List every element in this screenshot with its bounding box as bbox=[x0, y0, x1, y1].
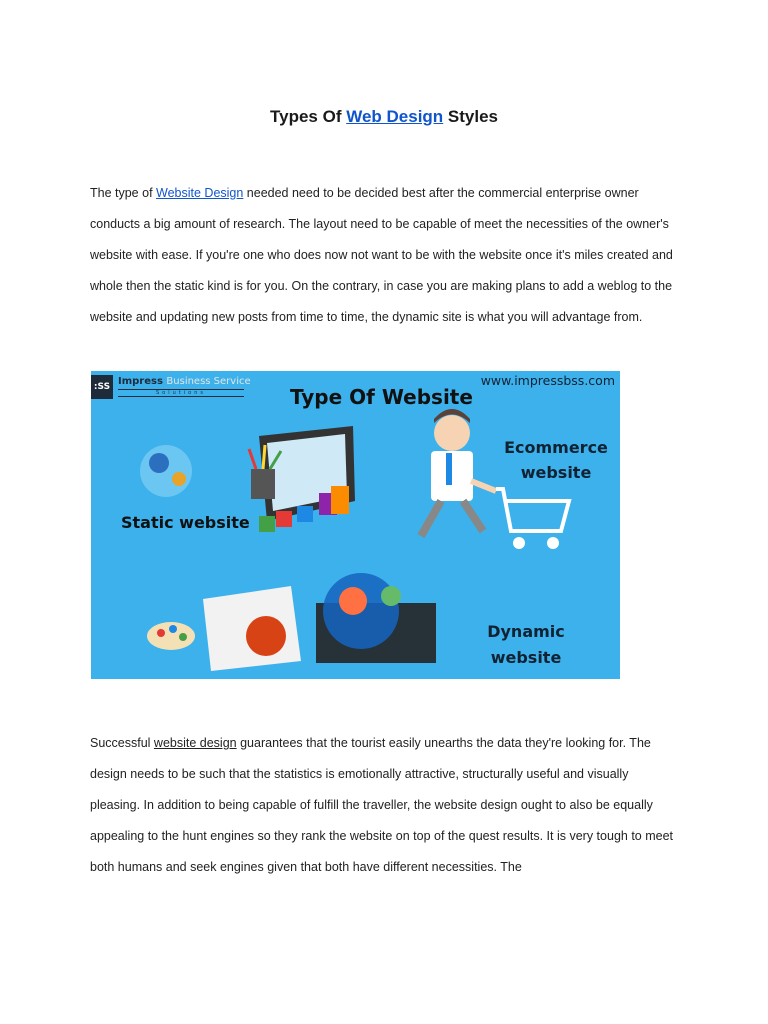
types-of-website-infographic bbox=[91, 371, 620, 679]
dynamic-line-1: Dynamic bbox=[487, 622, 565, 641]
banner-title: Type Of Website bbox=[290, 385, 473, 409]
design-screen-icon bbox=[203, 586, 301, 671]
paintbrush-palette-icon bbox=[147, 622, 195, 650]
body-text-rest: guarantees that the tourist easily unearths the data they're looking for. The design needs to be such that the statistics is emotionally attractive, structurally useful and visually pleasing. In addition to being capable of fulfill the traveller, the website design ought to also be equally appealing to the hunt engines so they rank the website on top of the quest results. It is very tough to meet both humans and seek engines given that both have different necessities. The bbox=[90, 736, 674, 874]
static-website-label: Static website bbox=[121, 513, 250, 532]
title-suffix: Styles bbox=[443, 107, 498, 126]
website-design-link[interactable]: Website Design bbox=[156, 186, 244, 200]
company-logo-subtitle: Solutions bbox=[118, 389, 244, 397]
body-text-start: Successful bbox=[90, 736, 154, 750]
intro-text-start: The type of bbox=[90, 186, 157, 200]
logo-name-primary: Impress bbox=[118, 376, 163, 387]
dynamic-line-2: website bbox=[490, 648, 562, 667]
intro-text-rest: needed need to be decided best after the commercial enterprise owner conducts a big amount of research. The layout need to be capable of meet the necessities of the owner's website with ease. If you're one who does now not want to be with the website once it's miles created and whole then the static kind is for you. On the contrary, in case you are making plans to add a weblog to the website and updating new posts from time to time, the dynamic site is what you will advantage from. bbox=[90, 186, 673, 324]
laptop-globe-icon bbox=[316, 573, 436, 663]
web-design-link[interactable]: Web Design bbox=[346, 107, 444, 126]
globe-gear-icon bbox=[140, 445, 192, 497]
title-prefix: Types Of bbox=[270, 107, 347, 126]
company-logo-mark: :SS bbox=[91, 375, 113, 399]
ecommerce-line-1: Ecommerce bbox=[504, 438, 608, 457]
dynamic-website-label bbox=[471, 619, 581, 671]
logo-name-secondary: Business Service bbox=[166, 376, 251, 387]
ecommerce-website-label bbox=[496, 435, 616, 485]
company-logo-name bbox=[118, 376, 251, 387]
intro-paragraph bbox=[90, 178, 680, 333]
body-paragraph bbox=[90, 728, 680, 883]
page-title bbox=[0, 107, 768, 127]
website-design-inline-link[interactable]: website design bbox=[153, 736, 237, 750]
ecommerce-line-2: website bbox=[520, 463, 592, 482]
banner-url: www.impressbss.com bbox=[480, 373, 615, 388]
